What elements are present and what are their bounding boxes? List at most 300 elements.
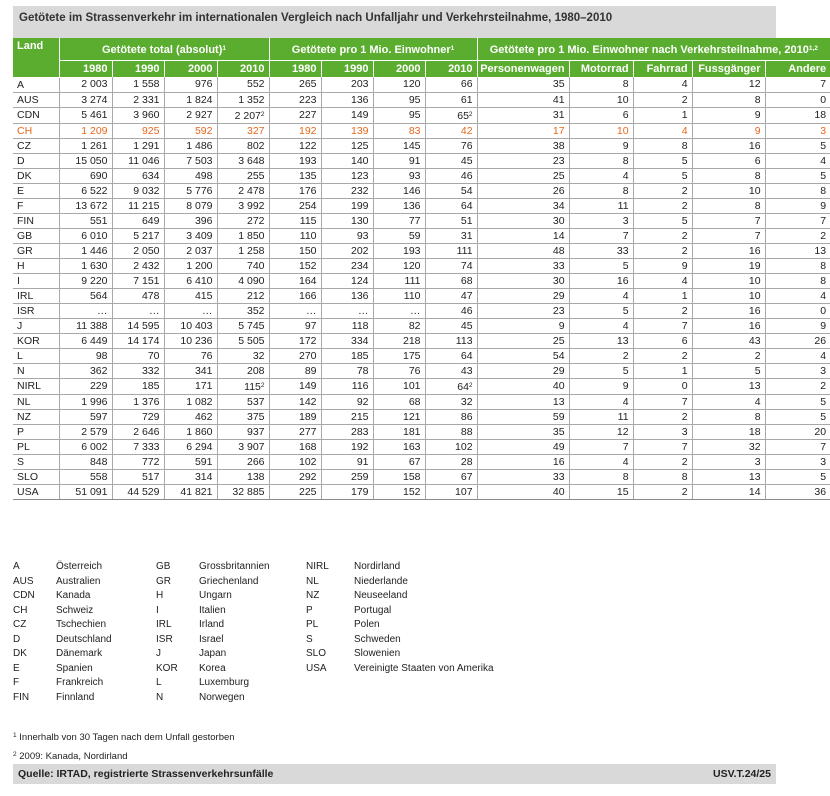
legend-entry: NZ Neuseeland xyxy=(306,590,408,601)
table-row xyxy=(13,183,830,198)
country-code-cell: H xyxy=(13,258,59,273)
table-row-highlighted xyxy=(13,123,830,138)
value-cell: 17 xyxy=(477,123,569,138)
table-row xyxy=(13,153,830,168)
table-body xyxy=(13,77,830,499)
value-cell: 272 xyxy=(217,213,269,228)
value-cell: 13 xyxy=(692,378,765,394)
country-code-cell: CZ xyxy=(13,138,59,153)
country-code-cell: L xyxy=(13,348,59,363)
value-cell: 171 xyxy=(164,378,217,394)
value-cell: 4 xyxy=(569,454,633,469)
value-cell: 140 xyxy=(321,153,373,168)
value-cell: 92 xyxy=(321,394,373,409)
value-cell: 255 xyxy=(217,168,269,183)
value-cell: 2 xyxy=(633,92,692,107)
table-code: USV.T.24/25 xyxy=(713,768,771,780)
value-cell: 23 xyxy=(477,153,569,168)
value-cell: 202 xyxy=(321,243,373,258)
legend-entry: CZ Tschechien xyxy=(13,619,107,630)
value-cell: 2 $207^2$ xyxy=(217,107,269,123)
value-cell: 4 xyxy=(765,153,830,168)
value-cell: 102 xyxy=(269,454,321,469)
value-cell: 67 xyxy=(373,454,425,469)
value-cell: 649 xyxy=(112,213,164,228)
value-cell: 1 376 xyxy=(112,394,164,409)
value-cell: 5 xyxy=(765,469,830,484)
legend-entry: P Portugal xyxy=(306,604,392,616)
value-cell: 5 xyxy=(765,138,830,153)
value-cell: 254 xyxy=(269,198,321,213)
value-cell: 68 xyxy=(373,394,425,409)
value-cell: 203 xyxy=(321,77,373,92)
value-cell: … xyxy=(373,303,425,318)
value-cell: 634 xyxy=(112,168,164,183)
table-row xyxy=(13,378,830,394)
value-cell: 33 xyxy=(477,258,569,273)
value-cell: 265 xyxy=(269,77,321,92)
value-cell: 1 558 xyxy=(112,77,164,92)
value-cell: 13 672 xyxy=(59,198,112,213)
column-header: Fussgänger xyxy=(692,60,765,77)
value-cell: 8 xyxy=(765,273,830,288)
value-cell: … xyxy=(269,303,321,318)
value-cell: 1 446 xyxy=(59,243,112,258)
country-code-cell: GB xyxy=(13,228,59,243)
table-row xyxy=(13,92,830,107)
value-cell: 10 xyxy=(569,123,633,138)
value-cell: 38 xyxy=(477,138,569,153)
column-header: Motorrad xyxy=(569,60,633,77)
value-cell: 11 xyxy=(569,409,633,424)
country-legend xyxy=(13,560,776,710)
column-header: 2010 xyxy=(425,60,477,77)
value-cell: 3 xyxy=(765,123,830,138)
value-cell: 8 xyxy=(765,183,830,198)
value-cell: 9 xyxy=(569,138,633,153)
value-cell: 40 xyxy=(477,378,569,394)
value-cell: 70 xyxy=(112,348,164,363)
value-cell: 3 409 xyxy=(164,228,217,243)
value-cell: 7 xyxy=(765,439,830,454)
value-cell: 76 xyxy=(373,363,425,378)
value-cell: 32 xyxy=(217,348,269,363)
table-row xyxy=(13,469,830,484)
legend-entry: IRL Irland xyxy=(156,619,225,630)
column-header: 2010 xyxy=(217,60,269,77)
column-header: Personenwagen xyxy=(477,60,569,77)
value-cell: 5 xyxy=(569,258,633,273)
value-cell: 28 xyxy=(425,454,477,469)
value-cell: 2 xyxy=(633,198,692,213)
value-cell: … xyxy=(321,303,373,318)
value-cell: $115^2$ xyxy=(217,378,269,394)
value-cell: 1 850 xyxy=(217,228,269,243)
value-cell: 4 xyxy=(765,348,830,363)
table-row xyxy=(13,77,830,92)
legend-column xyxy=(306,560,494,676)
value-cell: 208 xyxy=(217,363,269,378)
column-header: Fahrrad xyxy=(633,60,692,77)
value-cell: 164 xyxy=(269,273,321,288)
table-row xyxy=(13,318,830,333)
value-cell: 3 xyxy=(765,454,830,469)
value-cell: 18 xyxy=(765,107,830,123)
table-row xyxy=(13,228,830,243)
value-cell: 11 046 xyxy=(112,153,164,168)
legend-entry: F Frankreich xyxy=(13,677,104,688)
value-cell: 9 220 xyxy=(59,273,112,288)
value-cell: 2 xyxy=(633,348,692,363)
header-group-total: Getötete total (absolut)$^1$ xyxy=(59,38,269,60)
legend-entry: J Japan xyxy=(156,648,227,659)
value-cell: 1 860 xyxy=(164,424,217,439)
value-cell: 0 xyxy=(765,303,830,318)
value-cell: 2 579 xyxy=(59,424,112,439)
legend-entry: NL Niederlande xyxy=(306,575,408,587)
table-row xyxy=(13,198,830,213)
value-cell: 2 xyxy=(765,228,830,243)
value-cell: 2 003 xyxy=(59,77,112,92)
value-cell: 136 xyxy=(321,288,373,303)
value-cell: 166 xyxy=(269,288,321,303)
value-cell: 5 xyxy=(765,409,830,424)
value-cell: 135 xyxy=(269,168,321,183)
country-code-cell: N xyxy=(13,363,59,378)
country-code-cell: FIN xyxy=(13,213,59,228)
value-cell: 7 xyxy=(765,213,830,228)
value-cell: 8 xyxy=(633,469,692,484)
value-cell: 227 xyxy=(269,107,321,123)
value-cell: 259 xyxy=(321,469,373,484)
value-cell: 13 xyxy=(569,333,633,348)
country-code-cell: GR xyxy=(13,243,59,258)
legend-entry: S Schweden xyxy=(306,633,401,645)
table-row xyxy=(13,168,830,183)
legend-entry: GR Griechenland xyxy=(156,575,259,587)
value-cell: 517 xyxy=(112,469,164,484)
table-row xyxy=(13,409,830,424)
value-cell: 45 xyxy=(425,153,477,168)
value-cell: 124 xyxy=(321,273,373,288)
column-header: 1980 xyxy=(269,60,321,77)
value-cell: 176 xyxy=(269,183,321,198)
value-cell: 142 xyxy=(269,394,321,409)
value-cell: 91 xyxy=(373,153,425,168)
footnotes xyxy=(13,726,235,764)
value-cell: 2 xyxy=(633,228,692,243)
value-cell: 122 xyxy=(269,138,321,153)
value-cell: 95 xyxy=(373,92,425,107)
value-cell: 26 xyxy=(477,183,569,198)
value-cell: 172 xyxy=(269,333,321,348)
table-row xyxy=(13,303,830,318)
value-cell: 32 885 xyxy=(217,484,269,499)
value-cell: 2 xyxy=(633,454,692,469)
country-code-cell: P xyxy=(13,424,59,439)
value-cell: 2 927 xyxy=(164,107,217,123)
legend-entry: PL Polen xyxy=(306,619,380,630)
value-cell: 6 010 xyxy=(59,228,112,243)
value-cell: 2 xyxy=(765,378,830,394)
value-cell: 8 xyxy=(692,168,765,183)
table-row xyxy=(13,243,830,258)
value-cell: 362 xyxy=(59,363,112,378)
value-cell: 10 403 xyxy=(164,318,217,333)
value-cell: 31 xyxy=(477,107,569,123)
value-cell: 225 xyxy=(269,484,321,499)
value-cell: 89 xyxy=(269,363,321,378)
column-header: Andere xyxy=(765,60,830,77)
value-cell: 5 745 xyxy=(217,318,269,333)
value-cell: 8 xyxy=(692,409,765,424)
value-cell: 83 xyxy=(373,123,425,138)
value-cell: 5 xyxy=(633,153,692,168)
value-cell: 6 002 xyxy=(59,439,112,454)
column-header: 2000 xyxy=(373,60,425,77)
value-cell: 2 478 xyxy=(217,183,269,198)
footnote: $^1$ Innerhalb von 30 Tagen nach dem Unfall gestorben xyxy=(13,732,235,743)
value-cell: 34 xyxy=(477,198,569,213)
value-cell: 10 xyxy=(692,183,765,198)
value-cell: 9 xyxy=(765,318,830,333)
footer-bar xyxy=(13,764,776,784)
value-cell: 20 xyxy=(765,424,830,439)
value-cell: 64 xyxy=(425,198,477,213)
value-cell: 7 xyxy=(633,439,692,454)
value-cell: 49 xyxy=(477,439,569,454)
value-cell: 101 xyxy=(373,378,425,394)
legend-entry: USA Vereinigte Staaten von Amerika xyxy=(306,662,494,674)
value-cell: 54 xyxy=(425,183,477,198)
value-cell: 3 960 xyxy=(112,107,164,123)
value-cell: 1 082 xyxy=(164,394,217,409)
value-cell: 47 xyxy=(425,288,477,303)
value-cell: 3 xyxy=(569,213,633,228)
value-cell: 7 xyxy=(692,228,765,243)
country-code-cell: S xyxy=(13,454,59,469)
value-cell: 95 xyxy=(373,107,425,123)
value-cell: 7 xyxy=(569,228,633,243)
table-row xyxy=(13,348,830,363)
value-cell: 558 xyxy=(59,469,112,484)
value-cell: 25 xyxy=(477,333,569,348)
country-code-cell: A xyxy=(13,77,59,92)
value-cell: 1 824 xyxy=(164,92,217,107)
value-cell: 54 xyxy=(477,348,569,363)
value-cell: $65^2$ xyxy=(425,107,477,123)
value-cell: 6 294 xyxy=(164,439,217,454)
column-header: 1980 xyxy=(59,60,112,77)
value-cell: 32 xyxy=(692,439,765,454)
value-cell: 10 xyxy=(569,92,633,107)
value-cell: 29 xyxy=(477,288,569,303)
value-cell: 2 xyxy=(569,348,633,363)
country-code-cell: I xyxy=(13,273,59,288)
value-cell: 76 xyxy=(164,348,217,363)
legend-entry: D Deutschland xyxy=(13,633,112,645)
value-cell: 138 xyxy=(217,469,269,484)
value-cell: 13 xyxy=(477,394,569,409)
value-cell: 4 xyxy=(569,394,633,409)
table-row xyxy=(13,258,830,273)
value-cell: 78 xyxy=(321,363,373,378)
value-cell: 185 xyxy=(112,378,164,394)
value-cell: 8 xyxy=(633,138,692,153)
value-cell: 130 xyxy=(321,213,373,228)
value-cell: 29 xyxy=(477,363,569,378)
value-cell: 266 xyxy=(217,454,269,469)
value-cell: 7 xyxy=(692,213,765,228)
value-cell: 0 xyxy=(765,92,830,107)
value-cell: 88 xyxy=(425,424,477,439)
value-cell: 2 432 xyxy=(112,258,164,273)
value-cell: 7 503 xyxy=(164,153,217,168)
table-title: Getötete im Strassenverkehr im internationalen Vergleich nach Unfalljahr und Verkehrsteilnahme, 1980–2010 xyxy=(13,6,776,38)
value-cell: 3 xyxy=(765,363,830,378)
legend-entry: CH Schweiz xyxy=(13,604,94,616)
value-cell: 537 xyxy=(217,394,269,409)
value-cell: 98 xyxy=(59,348,112,363)
value-cell: 199 xyxy=(321,198,373,213)
value-cell: … xyxy=(164,303,217,318)
value-cell: 9 xyxy=(569,378,633,394)
value-cell: 9 xyxy=(692,107,765,123)
header-land: Land xyxy=(13,38,59,77)
value-cell: 7 xyxy=(765,77,830,92)
value-cell: 2 xyxy=(633,484,692,499)
value-cell: 2 331 xyxy=(112,92,164,107)
legend-entry: DK Dänemark xyxy=(13,648,103,659)
value-cell: 120 xyxy=(373,77,425,92)
value-cell: 31 xyxy=(425,228,477,243)
value-cell: 110 xyxy=(373,288,425,303)
country-code-cell: D xyxy=(13,153,59,168)
value-cell: 46 xyxy=(425,168,477,183)
value-cell: 116 xyxy=(321,378,373,394)
value-cell: 33 xyxy=(569,243,633,258)
value-cell: 46 xyxy=(425,303,477,318)
value-cell: 4 xyxy=(633,273,692,288)
value-cell: 1 xyxy=(633,288,692,303)
country-code-cell: IRL xyxy=(13,288,59,303)
value-cell: 8 xyxy=(692,92,765,107)
value-cell: 179 xyxy=(321,484,373,499)
value-cell: 68 xyxy=(425,273,477,288)
value-cell: 15 050 xyxy=(59,153,112,168)
table-row xyxy=(13,138,830,153)
value-cell: 9 xyxy=(692,123,765,138)
value-cell: 2 050 xyxy=(112,243,164,258)
value-cell: 163 xyxy=(373,439,425,454)
value-cell: 2 xyxy=(633,303,692,318)
value-cell: 551 xyxy=(59,213,112,228)
value-cell: 149 xyxy=(269,378,321,394)
value-cell: 136 xyxy=(321,92,373,107)
value-cell: 1 486 xyxy=(164,138,217,153)
legend-entry: A Österreich xyxy=(13,561,103,572)
value-cell: 12 xyxy=(692,77,765,92)
value-cell: 5 xyxy=(692,363,765,378)
value-cell: 1 xyxy=(633,363,692,378)
value-cell: 25 xyxy=(477,168,569,183)
legend-column xyxy=(156,560,270,705)
value-cell: 93 xyxy=(321,228,373,243)
value-cell: 111 xyxy=(425,243,477,258)
value-cell: 9 032 xyxy=(112,183,164,198)
value-cell: 6 410 xyxy=(164,273,217,288)
value-cell: 11 xyxy=(569,198,633,213)
value-cell: 18 xyxy=(692,424,765,439)
value-cell: 158 xyxy=(373,469,425,484)
source-note: Quelle: IRTAD, registrierte Strassenverkehrsunfälle xyxy=(18,768,274,780)
value-cell: 125 xyxy=(321,138,373,153)
value-cell: 1 xyxy=(633,107,692,123)
country-code-cell: AUS xyxy=(13,92,59,107)
value-cell: 14 xyxy=(692,484,765,499)
value-cell: 396 xyxy=(164,213,217,228)
value-cell: 35 xyxy=(477,77,569,92)
value-cell: 327 xyxy=(217,123,269,138)
value-cell: 552 xyxy=(217,77,269,92)
value-cell: 729 xyxy=(112,409,164,424)
value-cell: 462 xyxy=(164,409,217,424)
value-cell: 0 xyxy=(633,378,692,394)
value-cell: 102 xyxy=(425,439,477,454)
value-cell: 3 274 xyxy=(59,92,112,107)
value-cell: 14 595 xyxy=(112,318,164,333)
value-cell: 192 xyxy=(321,439,373,454)
value-cell: 59 xyxy=(373,228,425,243)
value-cell: 19 xyxy=(692,258,765,273)
country-code-cell: NL xyxy=(13,394,59,409)
value-cell: 11 388 xyxy=(59,318,112,333)
header-row-columns xyxy=(13,60,830,77)
country-code-cell: PL xyxy=(13,439,59,454)
legend-entry: KOR Korea xyxy=(156,662,226,674)
value-cell: 107 xyxy=(425,484,477,499)
value-cell: 13 xyxy=(692,469,765,484)
value-cell: 7 151 xyxy=(112,273,164,288)
value-cell: 591 xyxy=(164,454,217,469)
table-row xyxy=(13,363,830,378)
value-cell: 8 xyxy=(569,183,633,198)
value-cell: 26 xyxy=(765,333,830,348)
value-cell: 33 xyxy=(477,469,569,484)
value-cell: 175 xyxy=(373,348,425,363)
value-cell: 41 821 xyxy=(164,484,217,499)
value-cell: 35 xyxy=(477,424,569,439)
value-cell: 5 xyxy=(569,363,633,378)
value-cell: 772 xyxy=(112,454,164,469)
value-cell: 181 xyxy=(373,424,425,439)
value-cell: 136 xyxy=(373,198,425,213)
country-code-cell: KOR xyxy=(13,333,59,348)
table-row xyxy=(13,454,830,469)
value-cell: 270 xyxy=(269,348,321,363)
value-cell: 9 xyxy=(477,318,569,333)
value-cell: 4 xyxy=(569,318,633,333)
value-cell: 6 xyxy=(633,333,692,348)
column-header: 2000 xyxy=(164,60,217,77)
value-cell: 1 352 xyxy=(217,92,269,107)
value-cell: 5 xyxy=(633,168,692,183)
legend-entry: SLO Slowenien xyxy=(306,648,401,659)
value-cell: 5 xyxy=(633,213,692,228)
country-code-cell: NIRL xyxy=(13,378,59,394)
table-row xyxy=(13,107,830,123)
legend-entry: ISR Israel xyxy=(156,633,224,645)
